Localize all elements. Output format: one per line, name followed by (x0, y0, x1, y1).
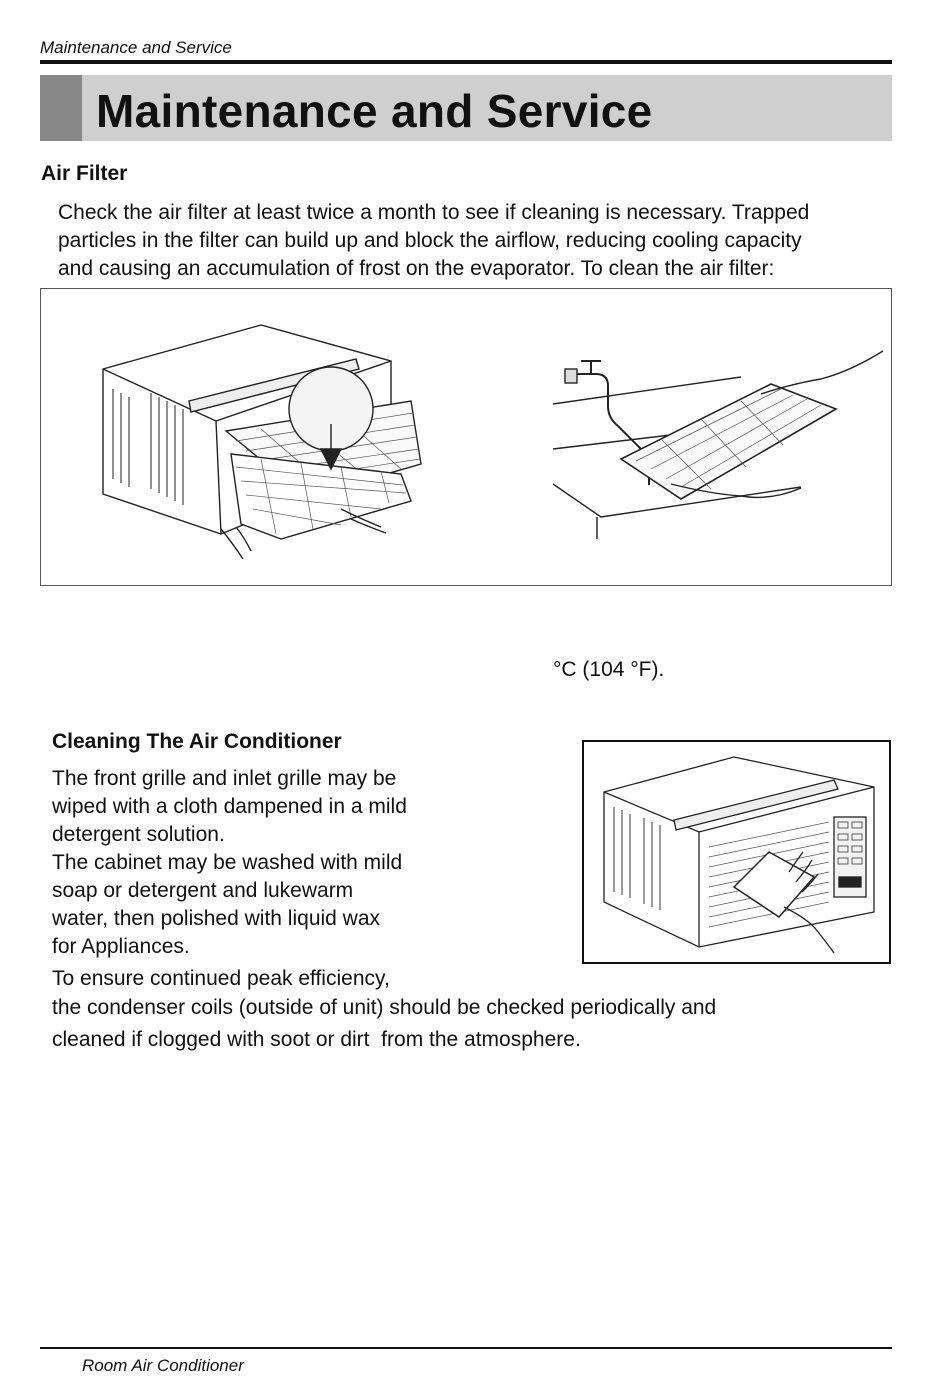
footer-rule (40, 1347, 892, 1349)
filter-illustration-svg (41, 289, 891, 585)
header-rule (40, 60, 892, 64)
cleaning-line: for Appliances. (52, 935, 190, 958)
air-filter-paragraph (58, 199, 908, 283)
cleaning-line: The front grille and inlet grille may be (52, 767, 397, 790)
page-title: Maintenance and Service (96, 85, 653, 137)
air-filter-line: particles in the filter can build up and block the airflow, reducing cooling capacity (58, 229, 802, 252)
air-filter-line: and causing an accumulation of frost on the evaporator. To clean the air filter: (58, 257, 775, 280)
cleaning-illustration (582, 740, 891, 964)
cleaning-line: the condenser coils (outside of unit) should be checked periodically and (52, 996, 717, 1019)
air-filter-heading: Air Filter (41, 162, 128, 185)
air-filter-illustration (40, 288, 892, 586)
cleaning-line: The cabinet may be washed with mild (52, 851, 403, 874)
cleaning-line: wiped with a cloth dampened in a mild (52, 795, 407, 818)
cleaning-heading: Cleaning The Air Conditioner (52, 730, 342, 753)
cleaning-line: cleaned if clogged with soot or dirt from the atmosphere. (52, 1028, 581, 1051)
cleaning-line: To ensure continued peak efficiency, (52, 967, 390, 990)
cleaning-line: soap or detergent and lukewarm (52, 879, 354, 902)
cleaning-illustration-svg (584, 742, 889, 962)
title-tab (40, 75, 82, 141)
cleaning-line: detergent solution. (52, 823, 225, 846)
cleaning-line: water, then polished with liquid wax (52, 907, 381, 930)
footer-title: Room Air Conditioner (82, 1356, 244, 1375)
air-filter-line: Check the air filter at least twice a month to see if cleaning is necessary. Trapped (58, 201, 810, 224)
running-header: Maintenance and Service (40, 38, 232, 57)
temperature-note: °C (104 °F). (553, 658, 665, 681)
cleaning-paragraph-1 (52, 765, 512, 961)
